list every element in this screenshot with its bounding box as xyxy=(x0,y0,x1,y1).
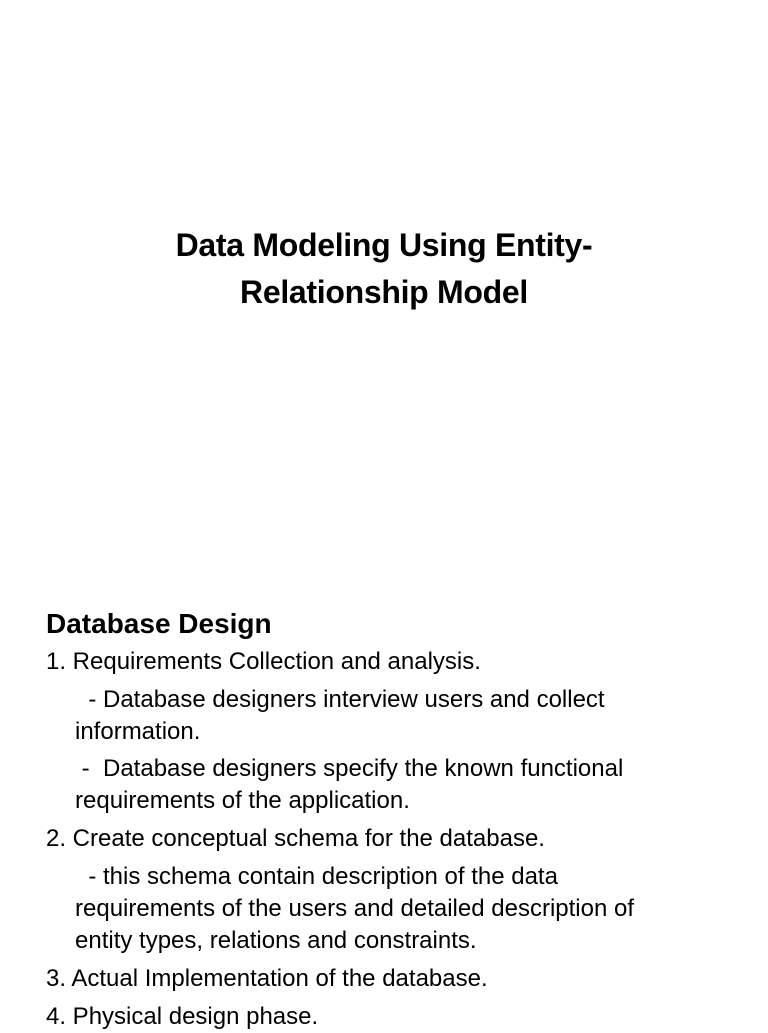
list-item-3: 3. Actual Implementation of the database. xyxy=(46,965,488,992)
sub-item-line: - Database designers interview users and collect xyxy=(75,686,605,713)
list-item-1: 1. Requirements Collection and analysis. xyxy=(46,648,481,675)
slide-title-line-1: Data Modeling Using Entity- xyxy=(175,227,593,263)
sub-item-line: entity types, relations and constraints. xyxy=(75,927,477,954)
list-item-4: 4. Physical design phase. xyxy=(46,1003,319,1030)
sub-item-line: requirements of the application. xyxy=(75,787,410,814)
slide-title-line-2: Relationship Model xyxy=(240,274,528,310)
section-heading: Database Design xyxy=(46,608,272,639)
sub-item-1a xyxy=(46,684,746,748)
sub-item-1b xyxy=(46,753,746,817)
list-item-2: 2. Create conceptual schema for the database. xyxy=(46,825,545,852)
database-design-section xyxy=(46,604,746,1033)
sub-item-line: - this schema contain description of the data xyxy=(75,863,558,890)
sub-item-line: information. xyxy=(75,718,201,745)
sub-item-line: - Database designers specify the known functional xyxy=(75,755,624,782)
sub-item-line: requirements of the users and detailed description of xyxy=(75,895,634,922)
slide-title xyxy=(0,222,768,316)
sub-item-2a xyxy=(46,861,746,957)
